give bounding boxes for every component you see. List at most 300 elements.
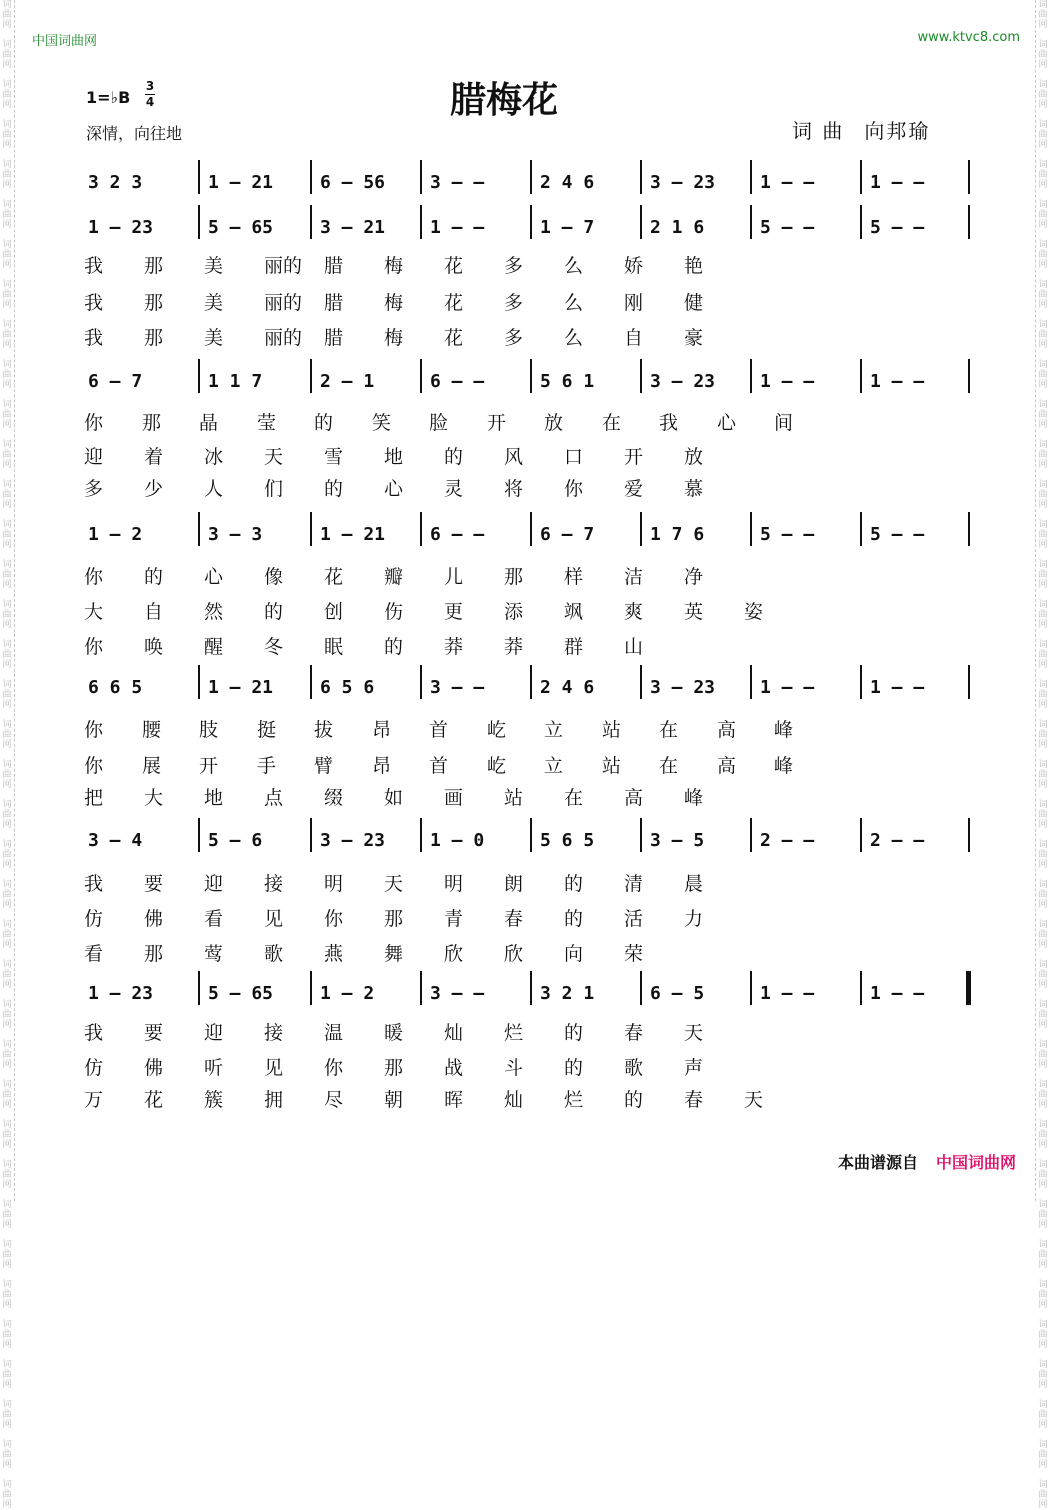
bar-line [420,665,422,699]
measure-notes: 5 – 6 [208,830,263,851]
bar-line [420,818,422,852]
lyric-syllable: 的 [624,1089,644,1111]
bar-line [640,665,642,699]
lyric-syllable: 肢 [199,719,219,741]
lyric-syllable: 看 [84,943,104,965]
lyric-syllable: 燕 [324,943,344,965]
measure-notes: 6 – – [430,371,485,392]
lyric-syllable: 放 [544,412,564,434]
lyric-syllable: 温 [324,1022,344,1044]
bar-line [968,205,970,239]
bar-line [968,359,970,393]
lyric-syllable: 歌 [264,943,284,965]
lyric-syllable: 的 [144,566,164,588]
lyric-syllable: 少 [144,478,164,500]
bar-line [530,160,532,194]
lyric-syllable: 地 [204,787,224,809]
measure-notes: 6 – 7 [88,371,143,392]
measure-notes: 2 – – [760,830,815,851]
credit [792,115,930,144]
lyric-syllable: 那 [144,292,164,314]
lyric-syllable: 的 [384,636,404,658]
bar-line [198,665,200,699]
bar-line [420,160,422,194]
lyric-syllable: 首 [429,755,449,777]
lyric-syllable: 那 [144,255,164,277]
measure-notes: 5 – – [760,217,815,238]
lyric-syllable: 你 [324,908,344,930]
measure-notes: 1 – – [760,677,815,698]
footer [838,1150,1016,1173]
lyric-syllable: 更 [444,601,464,623]
measure-notes: 1 – 0 [430,830,485,851]
bar-line [860,160,862,194]
lyric-syllable: 灵 [444,478,464,500]
source-brand-link[interactable]: 中国词曲网 [935,1153,1016,1172]
lyric-syllable: 立 [544,755,564,777]
lyric-syllable: 爱 [624,478,644,500]
lyric-syllable: 天 [384,873,404,895]
lyric-syllable: 冬 [264,636,284,658]
lyric-syllable: 我 [84,873,104,895]
lyric-syllable: 的 [564,1057,584,1079]
measure-notes: 5 – 65 [208,983,274,1004]
lyric-syllable: 醒 [204,636,224,658]
lyric-syllable: 我 [84,327,104,349]
lyric-syllable: 明 [324,873,344,895]
lyric-syllable: 添 [504,601,524,623]
lyric-syllable: 梅 [384,255,404,277]
score-system [88,369,968,399]
lyric-syllable: 花 [324,566,344,588]
bar-line [860,971,862,1005]
measure-notes: 5 – – [870,524,925,545]
bar-line [968,512,970,546]
lyric-syllable: 的 [314,412,334,434]
bar-line [750,665,752,699]
lyric-syllable: 着 [144,446,164,468]
lyric-syllable: 昂 [372,755,392,777]
bar-line [310,818,312,852]
measure-notes: 3 – 23 [650,677,716,698]
lyric-syllable: 挺 [257,719,277,741]
lyric-syllable: 创 [324,601,344,623]
lyric-syllable: 的 [444,446,464,468]
lyric-syllable: 样 [564,566,584,588]
lyric-syllable: 你 [84,719,104,741]
lyric-syllable: 心 [384,478,404,500]
bar-line [310,512,312,546]
lyric-syllable: 腊 [324,327,344,349]
lyric-syllable: 歌 [624,1057,644,1079]
bar-line [310,971,312,1005]
lyric-syllable: 臂 [314,755,334,777]
lyric-syllable: 簇 [204,1089,224,1111]
bar-line [640,512,642,546]
measure-notes: 5 6 5 [540,830,595,851]
lyric-syllable: 见 [264,908,284,930]
lyric-syllable: 大 [84,601,104,623]
measure-notes: 5 – – [870,217,925,238]
bar-line [530,359,532,393]
measure-notes: 6 – – [430,524,485,545]
tempo-marking: 深情，向往地 [86,124,183,143]
lyric-syllable: 立 [544,719,564,741]
lyric-syllable: 画 [444,787,464,809]
score-system [88,215,968,245]
lyric-syllable: 在 [659,719,679,741]
lyric-syllable: 首 [429,719,449,741]
bar-line [640,160,642,194]
bar-line [530,512,532,546]
lyric-syllable: 的 [564,908,584,930]
lyric-syllable: 花 [444,255,464,277]
site-url-link[interactable]: www.ktvc8.com [917,30,1020,45]
lyric-syllable: 晖 [444,1089,464,1111]
measure-notes: 3 – – [430,172,485,193]
lyric-syllable: 间 [774,412,794,434]
bar-line [530,665,532,699]
score-system [88,675,968,705]
lyric-syllable: 峰 [684,787,704,809]
lyric-syllable: 暖 [384,1022,404,1044]
lyric-syllable: 自 [624,327,644,349]
bar-line [198,818,200,852]
right-watermark-strip: 词 曲 网 词 曲 网 词 曲 网 词 曲 网 词 曲 网 词 曲 网 词 曲 网 词 曲 网 词 曲 网 词 曲 网 词 曲 网 词 曲 网 词 曲 网 词 曲 网 词 曲 网 词 曲 网 词 曲 网 词 曲 网 词 曲 网 词 曲 网 词 曲 网 词 曲 网 词 曲 网 词 曲 网 词 曲 网 词 曲 网 词 曲 网 词 曲 网 词 曲 网 词 曲 网 词 曲 网 词 曲 网 词 曲 网 词 曲 网 词 曲 网 词 曲 网 词 曲 网 词 曲 网 [1035,0,1050,1201]
lyric-syllable: 接 [264,873,284,895]
bar-line [860,359,862,393]
measure-notes: 6 5 6 [320,677,375,698]
measure-notes: 1 – 2 [88,524,143,545]
lyric-syllable: 那 [144,327,164,349]
lyric-syllable: 花 [444,327,464,349]
bar-line [530,818,532,852]
lyric-syllable: 姿 [744,601,764,623]
lyric-syllable: 像 [264,566,284,588]
lyric-syllable: 洁 [624,566,644,588]
measure-notes: 2 – – [870,830,925,851]
measure-notes: 3 – 3 [208,524,263,545]
lyric-syllable: 灿 [444,1022,464,1044]
lyric-syllable: 缀 [324,787,344,809]
key-signature: 1=♭B [86,88,131,107]
lyric-syllable: 朗 [504,873,524,895]
bar-line [420,205,422,239]
measure-notes: 1 – – [870,677,925,698]
lyric-syllable: 你 [84,636,104,658]
lyric-syllable: 看 [204,908,224,930]
lyric-syllable: 的 [564,873,584,895]
lyric-syllable: 丽的 [264,327,303,349]
measure-notes: 2 4 6 [540,172,595,193]
lyric-syllable: 我 [84,1022,104,1044]
lyric-syllable: 要 [144,873,164,895]
measure-notes: 2 4 6 [540,677,595,698]
bar-line [750,359,752,393]
lyric-syllable: 春 [624,1022,644,1044]
bar-line [310,665,312,699]
lyric-syllable: 把 [84,787,104,809]
lyric-syllable: 我 [659,412,679,434]
measure-notes: 1 – 21 [208,677,274,698]
lyric-syllable: 群 [564,636,584,658]
lyric-syllable: 冰 [204,446,224,468]
lyric-syllable: 豪 [684,327,704,349]
measure-notes: 6 – 7 [540,524,595,545]
lyric-syllable: 春 [504,908,524,930]
lyric-syllable: 向 [564,943,584,965]
bar-line [640,205,642,239]
lyric-syllable: 晶 [199,412,219,434]
lyric-syllable: 拔 [314,719,334,741]
lyric-syllable: 莺 [204,943,224,965]
lyric-syllable: 你 [84,412,104,434]
lyric-syllable: 健 [684,292,704,314]
bar-line [530,205,532,239]
lyric-syllable: 斗 [504,1057,524,1079]
bar-line [198,359,200,393]
lyric-syllable: 你 [564,478,584,500]
lyric-syllable: 点 [264,787,284,809]
lyric-syllable: 佛 [144,1057,164,1079]
bar-line [860,818,862,852]
lyric-syllable: 清 [624,873,644,895]
lyric-syllable: 在 [564,787,584,809]
measure-notes: 6 – 56 [320,172,386,193]
measure-notes: 1 7 6 [650,524,705,545]
lyric-syllable: 迎 [204,1022,224,1044]
lyric-syllable: 山 [624,636,644,658]
lyric-syllable: 么 [564,255,584,277]
lyric-syllable: 如 [384,787,404,809]
lyric-syllable: 的 [324,478,344,500]
lyric-syllable: 刚 [624,292,644,314]
lyric-syllable: 昂 [372,719,392,741]
measure-notes: 3 – 23 [650,172,716,193]
lyric-syllable: 佛 [144,908,164,930]
lyric-syllable: 那 [144,943,164,965]
lyric-syllable: 你 [84,566,104,588]
measure-notes: 3 – 23 [650,371,716,392]
left-watermark-strip: 词 曲 网 词 曲 网 词 曲 网 词 曲 网 词 曲 网 词 曲 网 词 曲 网 词 曲 网 词 曲 网 词 曲 网 词 曲 网 词 曲 网 词 曲 网 词 曲 网 词 曲 网 词 曲 网 词 曲 网 词 曲 网 词 曲 网 词 曲 网 词 曲 网 词 曲 网 词 曲 网 词 曲 网 词 曲 网 词 曲 网 词 曲 网 词 曲 网 词 曲 网 词 曲 网 词 曲 网 词 曲 网 词 曲 网 词 曲 网 词 曲 网 词 曲 网 词 曲 网 词 曲 网 [0,0,15,1201]
lyric-syllable: 净 [684,566,704,588]
lyric-syllable: 力 [684,908,704,930]
measure-notes: 6 – 5 [650,983,705,1004]
lyric-syllable: 飒 [564,601,584,623]
measure-notes: 1 – 23 [88,217,154,238]
lyric-syllable: 大 [144,787,164,809]
lyric-syllable: 开 [487,412,507,434]
lyric-syllable: 你 [324,1057,344,1079]
lyric-syllable: 心 [204,566,224,588]
lyric-syllable: 高 [624,787,644,809]
measure-notes: 1 – 2 [320,983,375,1004]
composer-name: 向邦瑜 [864,119,931,143]
lyric-syllable: 梅 [384,327,404,349]
lyric-syllable: 烂 [504,1022,524,1044]
source-label: 本曲谱源自 [837,1153,918,1172]
lyric-syllable: 艳 [684,255,704,277]
lyric-syllable: 战 [444,1057,464,1079]
lyric-syllable: 拥 [264,1089,284,1111]
lyric-syllable: 欣 [504,943,524,965]
lyric-syllable: 雪 [324,446,344,468]
lyric-syllable: 多 [504,327,524,349]
bar-line [420,512,422,546]
bar-line [640,818,642,852]
lyric-syllable: 腊 [324,292,344,314]
score-system [88,981,968,1011]
lyric-syllable: 舞 [384,943,404,965]
bar-line [310,160,312,194]
measure-notes: 3 2 1 [540,983,595,1004]
lyric-syllable: 们 [264,478,284,500]
lyric-syllable: 美 [204,292,224,314]
lyric-syllable: 声 [684,1057,704,1079]
lyric-syllable: 站 [504,787,524,809]
lyric-syllable: 要 [144,1022,164,1044]
measure-notes: 3 – 5 [650,830,705,851]
lyric-syllable: 尽 [324,1089,344,1111]
lyric-syllable: 活 [624,908,644,930]
bar-line [640,971,642,1005]
lyric-syllable: 在 [659,755,679,777]
lyric-syllable: 手 [257,755,277,777]
lyric-syllable: 的 [564,1022,584,1044]
measure-notes: 1 – 21 [208,172,274,193]
lyric-syllable: 莹 [257,412,277,434]
bar-line [420,971,422,1005]
lyric-syllable: 地 [384,446,404,468]
measure-notes: 3 2 3 [88,172,143,193]
bar-line [968,665,970,699]
lyric-syllable: 欣 [444,943,464,965]
lyric-syllable: 开 [624,446,644,468]
bar-line [750,160,752,194]
lyric-syllable: 迎 [84,446,104,468]
lyric-syllable: 听 [204,1057,224,1079]
lyric-syllable: 天 [264,446,284,468]
bar-line [750,971,752,1005]
bar-line [966,971,971,1005]
lyric-syllable: 那 [504,566,524,588]
lyric-syllable: 屹 [487,755,507,777]
lyric-syllable: 开 [199,755,219,777]
song-title: 腊梅花 [450,79,559,121]
lyric-syllable: 花 [144,1089,164,1111]
lyric-syllable: 仿 [84,1057,104,1079]
lyric-syllable: 娇 [624,255,644,277]
bar-line [968,160,970,194]
lyric-syllable: 自 [144,601,164,623]
measure-notes: 5 6 1 [540,371,595,392]
measure-notes: 1 – – [760,172,815,193]
measure-notes: 1 – – [760,371,815,392]
measure-notes: 5 – – [760,524,815,545]
measure-notes: 1 – – [430,217,485,238]
lyric-syllable: 天 [744,1089,764,1111]
bar-line [198,160,200,194]
bar-line [860,665,862,699]
lyric-syllable: 我 [84,292,104,314]
lyric-syllable: 莽 [504,636,524,658]
lyric-syllable: 高 [717,755,737,777]
score-system [88,828,968,858]
bar-line [530,971,532,1005]
measure-notes: 1 – – [870,983,925,1004]
lyric-syllable: 么 [564,327,584,349]
time-signature [145,80,155,109]
credit-label: 词 曲 [792,119,845,143]
lyric-syllable: 接 [264,1022,284,1044]
measure-notes: 1 – 21 [320,524,386,545]
lyric-syllable: 人 [204,478,224,500]
lyric-syllable: 万 [84,1089,104,1111]
measure-notes: 3 – 23 [320,830,386,851]
time-signature-bottom: 4 [145,95,155,109]
score-system [88,522,968,552]
lyric-syllable: 多 [84,478,104,500]
bar-line [310,359,312,393]
lyric-syllable: 脸 [429,412,449,434]
measure-notes: 3 – – [430,983,485,1004]
lyric-syllable: 朝 [384,1089,404,1111]
lyric-syllable: 烂 [564,1089,584,1111]
lyric-syllable: 瓣 [384,566,404,588]
lyric-syllable: 花 [444,292,464,314]
lyric-syllable: 高 [717,719,737,741]
lyric-syllable: 明 [444,873,464,895]
lyric-syllable: 仿 [84,908,104,930]
bar-line [640,359,642,393]
lyric-syllable: 儿 [444,566,464,588]
lyric-syllable: 站 [602,719,622,741]
bar-line [198,512,200,546]
lyric-syllable: 唤 [144,636,164,658]
measure-notes: 1 – – [870,371,925,392]
measure-notes: 1 – 23 [88,983,154,1004]
lyric-syllable: 灿 [504,1089,524,1111]
site-name-link[interactable]: 中国词曲网 [32,34,98,49]
lyric-syllable: 荣 [624,943,644,965]
measure-notes: 1 – – [760,983,815,1004]
lyric-syllable: 见 [264,1057,284,1079]
lyric-syllable: 那 [142,412,162,434]
lyric-syllable: 的 [264,601,284,623]
lyric-syllable: 美 [204,255,224,277]
lyric-syllable: 我 [84,255,104,277]
bar-line [750,205,752,239]
bar-line [860,205,862,239]
lyric-syllable: 笑 [372,412,392,434]
measure-notes: 1 1 7 [208,371,263,392]
lyric-syllable: 莽 [444,636,464,658]
bar-line [860,512,862,546]
lyric-syllable: 然 [204,601,224,623]
bar-line [968,818,970,852]
lyric-syllable: 那 [384,1057,404,1079]
lyric-syllable: 屹 [487,719,507,741]
measure-notes: 2 – 1 [320,371,375,392]
score-system [88,170,968,200]
measure-notes: 2 1 6 [650,217,705,238]
lyric-syllable: 美 [204,327,224,349]
time-signature-top: 3 [145,79,155,93]
lyric-syllable: 心 [717,412,737,434]
bar-line [198,205,200,239]
lyric-syllable: 晨 [684,873,704,895]
lyric-syllable: 迎 [204,873,224,895]
